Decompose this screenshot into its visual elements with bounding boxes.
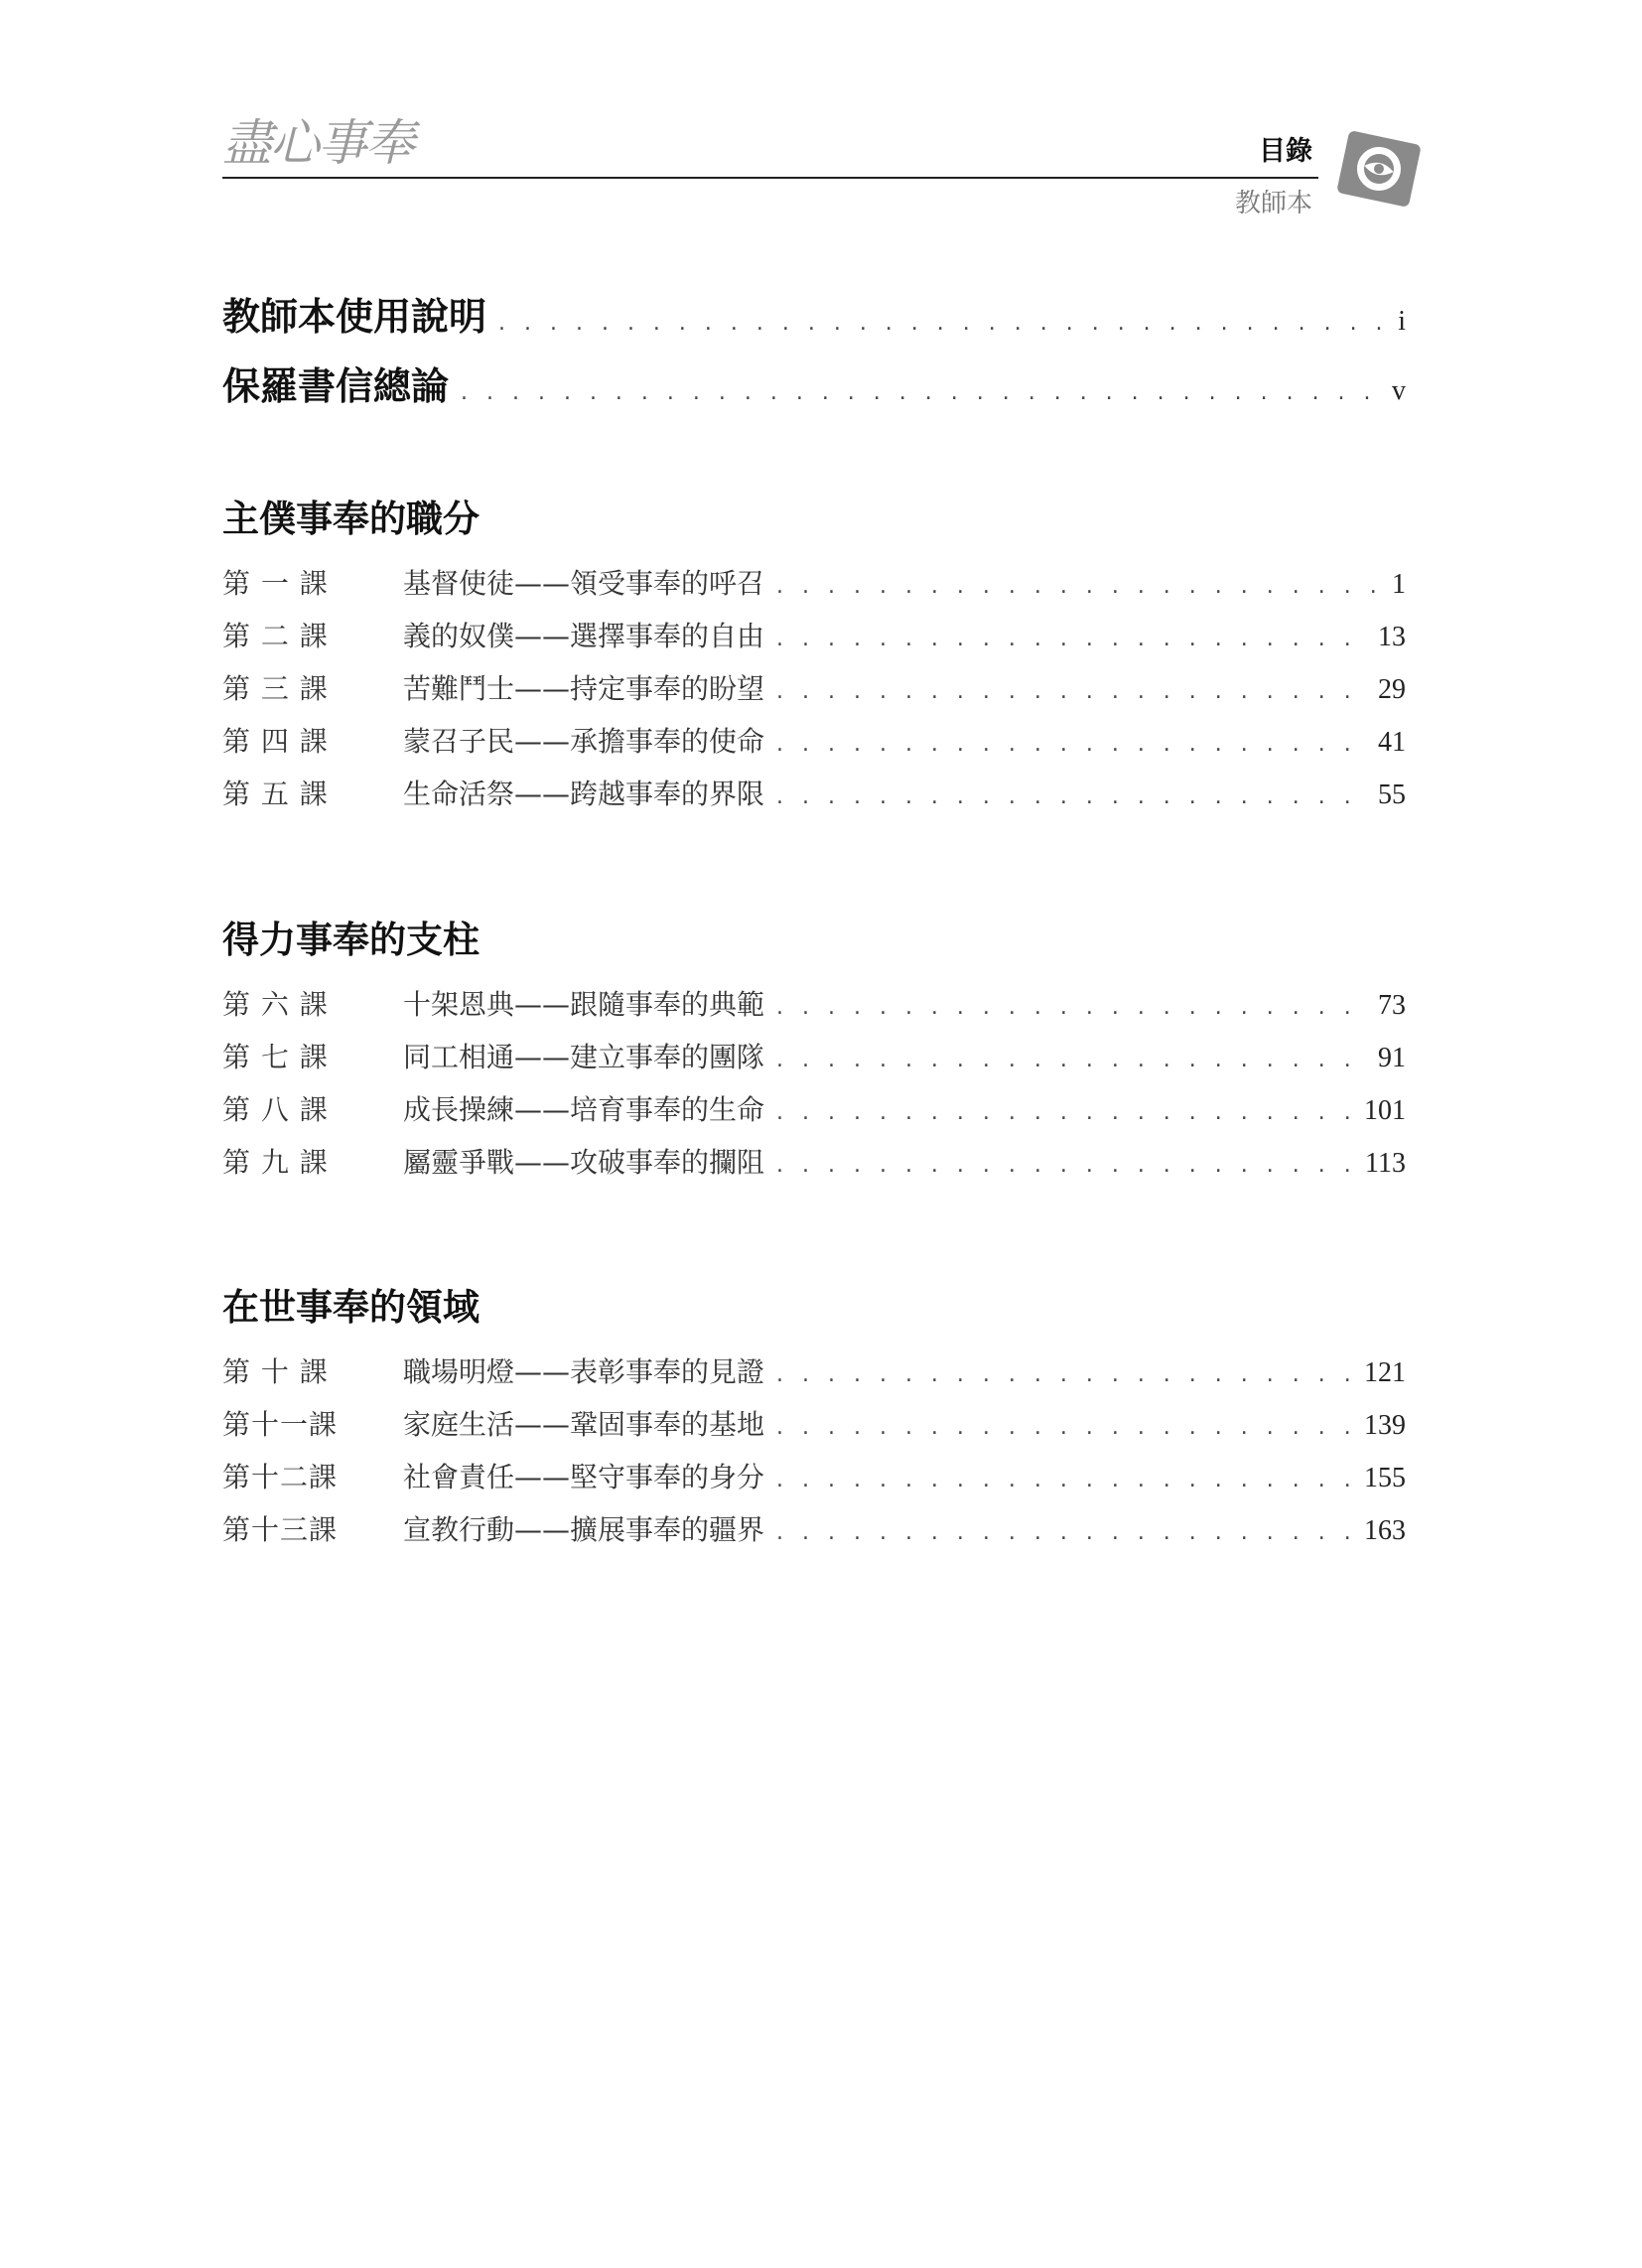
dot-leader bbox=[776, 1520, 1352, 1545]
lesson-number: 第十一課 bbox=[222, 1408, 339, 1441]
toc-lesson-entry[interactable] bbox=[222, 1036, 1406, 1088]
toc-lesson-entry[interactable] bbox=[222, 720, 1406, 773]
toc-page-number: i bbox=[1398, 306, 1406, 337]
lesson-number: 第 九 課 bbox=[222, 1146, 329, 1179]
dot-leader bbox=[498, 311, 1386, 336]
header-rule bbox=[222, 177, 1318, 179]
toc-lesson-entry[interactable] bbox=[222, 1508, 1406, 1561]
toc-page-number: 73 bbox=[1378, 990, 1406, 1021]
toc-page-number: v bbox=[1392, 375, 1406, 406]
lesson-number: 第 一 課 bbox=[222, 567, 329, 600]
dot-leader bbox=[776, 574, 1380, 599]
lesson-title: 生命活祭——跨越事奉的界限 bbox=[403, 778, 765, 810]
lesson-number: 第 十 課 bbox=[222, 1355, 329, 1388]
toc-intro-entry[interactable] bbox=[222, 355, 1406, 425]
toc-page-number: 155 bbox=[1364, 1463, 1406, 1493]
lesson-number: 第 六 課 bbox=[222, 988, 329, 1021]
toc-lesson-entry[interactable] bbox=[222, 1456, 1406, 1508]
toc-lesson-entry[interactable] bbox=[222, 1141, 1406, 1194]
toc-lesson-entry[interactable] bbox=[222, 667, 1406, 720]
toc-page-number: 91 bbox=[1378, 1043, 1406, 1073]
toc-lesson-entry[interactable] bbox=[222, 615, 1406, 667]
toc-part bbox=[222, 910, 1406, 1194]
toc-page-number: 101 bbox=[1364, 1095, 1406, 1126]
toc-intro-entry[interactable] bbox=[222, 286, 1406, 355]
book-emblem-icon bbox=[1332, 127, 1426, 211]
toc-part bbox=[222, 489, 1406, 825]
lesson-title: 蒙召子民——承擔事奉的使命 bbox=[403, 725, 765, 758]
lesson-title: 十架恩典——跟隨事奉的典範 bbox=[403, 988, 765, 1021]
toc-entry-title: 教師本使用說明 bbox=[222, 295, 487, 339]
lesson-number: 第 五 課 bbox=[222, 778, 329, 810]
toc-page-number: 113 bbox=[1365, 1148, 1406, 1179]
part-title: 得力事奉的支柱 bbox=[222, 919, 479, 961]
toc-lesson-entry[interactable] bbox=[222, 773, 1406, 825]
lesson-title: 家庭生活——鞏固事奉的基地 bbox=[403, 1408, 765, 1441]
dot-leader bbox=[776, 1415, 1352, 1440]
lesson-number: 第 三 課 bbox=[222, 672, 329, 705]
lesson-number: 第 二 課 bbox=[222, 620, 329, 652]
toc-page-number: 13 bbox=[1378, 622, 1406, 652]
dot-leader bbox=[776, 784, 1366, 809]
lesson-title: 宣教行動——擴展事奉的疆界 bbox=[403, 1513, 765, 1546]
dot-leader bbox=[776, 627, 1366, 651]
lesson-title: 社會責任——堅守事奉的身分 bbox=[403, 1461, 765, 1493]
dot-leader bbox=[776, 732, 1366, 757]
dot-leader bbox=[776, 679, 1366, 704]
lesson-title: 同工相通——建立事奉的團隊 bbox=[403, 1041, 765, 1073]
lesson-title: 成長操練——培育事奉的生命 bbox=[403, 1093, 765, 1126]
dot-leader bbox=[776, 1362, 1352, 1387]
toc-page-number: 121 bbox=[1364, 1357, 1406, 1388]
toc-page-number: 29 bbox=[1378, 674, 1406, 705]
lesson-number: 第 四 課 bbox=[222, 725, 329, 758]
toc-lesson-entry[interactable] bbox=[222, 1088, 1406, 1141]
lesson-number: 第十三課 bbox=[222, 1513, 339, 1546]
toc-page-number: 55 bbox=[1378, 780, 1406, 810]
dot-leader bbox=[776, 995, 1366, 1020]
dot-leader bbox=[776, 1153, 1353, 1178]
dot-leader bbox=[776, 1468, 1352, 1492]
dot-leader bbox=[776, 1048, 1366, 1072]
toc-lesson-entry[interactable] bbox=[222, 1350, 1406, 1403]
toc-page-number: 1 bbox=[1392, 569, 1406, 600]
lesson-number: 第 八 課 bbox=[222, 1093, 329, 1126]
part-title: 主僕事奉的職分 bbox=[222, 497, 479, 540]
toc-part bbox=[222, 1277, 1406, 1561]
lesson-title: 苦難鬥士——持定事奉的盼望 bbox=[403, 672, 765, 705]
dot-leader bbox=[461, 380, 1380, 405]
toc-page-number: 139 bbox=[1364, 1410, 1406, 1441]
lesson-number: 第 七 課 bbox=[222, 1041, 329, 1073]
toc-lesson-entry[interactable] bbox=[222, 1403, 1406, 1456]
part-title: 在世事奉的領域 bbox=[222, 1286, 479, 1329]
toc-lesson-entry[interactable] bbox=[222, 983, 1406, 1036]
book-logo: 盡心事奉 bbox=[222, 114, 413, 172]
lesson-title: 屬靈爭戰——攻破事奉的攔阻 bbox=[403, 1146, 765, 1179]
lesson-title: 職場明燈——表彰事奉的見證 bbox=[403, 1355, 765, 1388]
lesson-title: 基督使徒——領受事奉的呼召 bbox=[403, 567, 765, 600]
lesson-number: 第十二課 bbox=[222, 1461, 339, 1493]
toc-entry-title: 保羅書信總論 bbox=[222, 364, 450, 408]
toc-lesson-entry[interactable] bbox=[222, 562, 1406, 615]
edition-label: 教師本 bbox=[1234, 189, 1312, 218]
section-title: 目錄 bbox=[1259, 136, 1312, 167]
toc-page-number: 163 bbox=[1364, 1515, 1406, 1546]
dot-leader bbox=[776, 1100, 1352, 1125]
lesson-title: 義的奴僕——選擇事奉的自由 bbox=[403, 620, 765, 652]
toc-intro bbox=[222, 286, 1406, 425]
toc-page-number: 41 bbox=[1378, 727, 1406, 758]
